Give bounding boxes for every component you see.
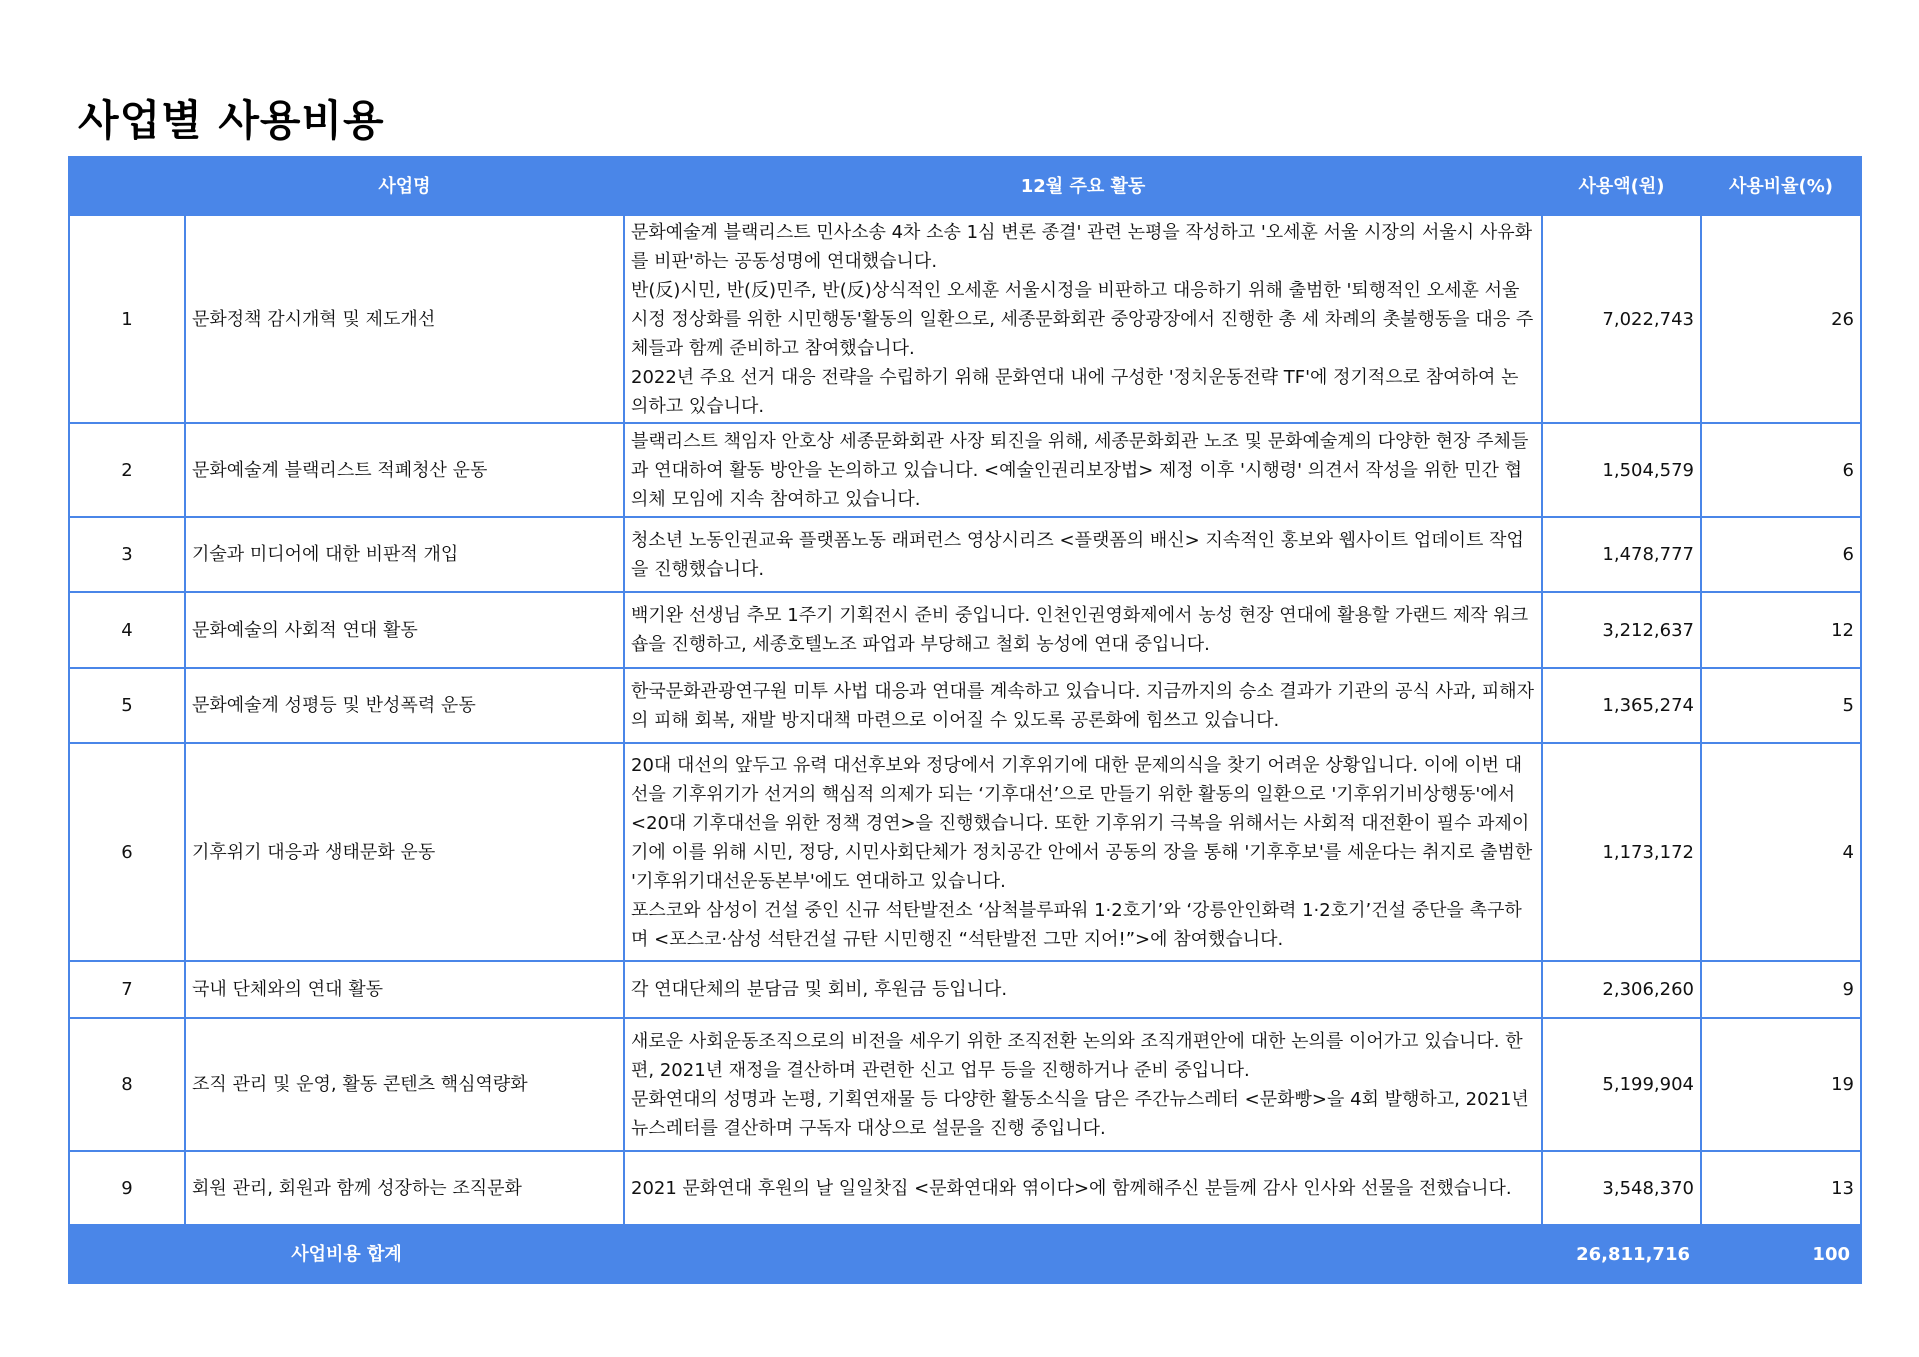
row-rate: 12 bbox=[1701, 592, 1861, 668]
total-amount: 26,811,716 bbox=[1542, 1225, 1701, 1283]
row-amount: 2,306,260 bbox=[1542, 961, 1701, 1018]
row-amount: 3,548,370 bbox=[1542, 1151, 1701, 1225]
row-no: 6 bbox=[69, 743, 185, 961]
activity-paragraph: 2022년 주요 선거 대응 전략을 수립하기 위해 문화연대 내에 구성한 '정치운동전략 TF'에 정기적으로 참여하여 논의하고 있습니다. bbox=[631, 366, 1519, 417]
total-row bbox=[69, 1225, 1861, 1283]
activity-paragraph: 청소년 노동인권교육 플랫폼노동 래퍼런스 영상시리즈 <플랫폼의 배신> 지속적인 홍보와 웹사이트 업데이트 작업을 진행했습니다. bbox=[631, 529, 1524, 580]
row-name: 문화정책 감시개혁 및 제도개선 bbox=[185, 215, 624, 423]
table-header-row bbox=[69, 157, 1861, 215]
activity-paragraph: 한국문화관광연구원 미투 사법 대응과 연대를 계속하고 있습니다. 지금까지의 승소 결과가 기관의 공식 사과, 피해자의 피해 회복, 재발 방지대책 마련으로 이어질 수 있도록 공론화에 힘쓰고 있습니다. bbox=[631, 680, 1535, 731]
row-name: 문화예술계 성평등 및 반성폭력 운동 bbox=[185, 668, 624, 743]
header-name: 사업명 bbox=[185, 157, 624, 215]
row-name: 조직 관리 및 운영, 활동 콘텐츠 핵심역량화 bbox=[185, 1018, 624, 1151]
table-row bbox=[69, 423, 1861, 517]
row-amount: 7,022,743 bbox=[1542, 215, 1701, 423]
row-amount: 1,173,172 bbox=[1542, 743, 1701, 961]
row-activity bbox=[624, 743, 1542, 961]
row-rate: 19 bbox=[1701, 1018, 1861, 1151]
row-amount: 5,199,904 bbox=[1542, 1018, 1701, 1151]
row-activity bbox=[624, 592, 1542, 668]
row-name: 문화예술의 사회적 연대 활동 bbox=[185, 592, 624, 668]
table-row bbox=[69, 517, 1861, 592]
row-rate: 13 bbox=[1701, 1151, 1861, 1225]
header-no bbox=[69, 157, 185, 215]
row-no: 4 bbox=[69, 592, 185, 668]
row-rate: 5 bbox=[1701, 668, 1861, 743]
row-no: 9 bbox=[69, 1151, 185, 1225]
row-amount: 3,212,637 bbox=[1542, 592, 1701, 668]
row-name: 회원 관리, 회원과 함께 성장하는 조직문화 bbox=[185, 1151, 624, 1225]
table-row bbox=[69, 961, 1861, 1018]
activity-paragraph: 새로운 사회운동조직으로의 비전을 세우기 위한 조직전환 논의와 조직개편안에 대한 논의를 이어가고 있습니다. 한편, 2021년 재정을 결산하며 관련한 신고 업무 등을 진행하거나 준비 중입니다. bbox=[631, 1030, 1523, 1081]
row-name: 문화예술계 블랙리스트 적폐청산 운동 bbox=[185, 423, 624, 517]
row-name: 기술과 미디어에 대한 비판적 개입 bbox=[185, 517, 624, 592]
activity-paragraph: 2021 문화연대 후원의 날 일일찻집 <문화연대와 엮이다>에 함께해주신 분들께 감사 인사와 선물을 전했습니다. bbox=[631, 1177, 1512, 1199]
row-rate: 26 bbox=[1701, 215, 1861, 423]
total-label: 사업비용 합계 bbox=[69, 1225, 624, 1283]
header-rate: 사용비율(%) bbox=[1701, 157, 1861, 215]
row-rate: 6 bbox=[1701, 517, 1861, 592]
header-amount: 사용액(원) bbox=[1542, 157, 1701, 215]
page-title: 사업별 사용비용 bbox=[78, 96, 385, 145]
activity-paragraph: 백기완 선생님 추모 1주기 기획전시 준비 중입니다. 인천인권영화제에서 농성 현장 연대에 활용할 가랜드 제작 워크숍을 진행하고, 세종호텔노조 파업과 부당해고 철회 농성에 연대 중입니다. bbox=[631, 605, 1529, 655]
row-activity bbox=[624, 215, 1542, 423]
activity-paragraph: 각 연대단체의 분담금 및 회비, 후원금 등입니다. bbox=[631, 979, 1008, 1000]
row-activity bbox=[624, 668, 1542, 743]
row-name: 국내 단체와의 연대 활동 bbox=[185, 961, 624, 1018]
table-row bbox=[69, 668, 1861, 743]
row-no: 2 bbox=[69, 423, 185, 517]
row-rate: 6 bbox=[1701, 423, 1861, 517]
row-no: 5 bbox=[69, 668, 185, 743]
activity-paragraph: 문화연대의 성명과 논평, 기획연재물 등 다양한 활동소식을 담은 주간뉴스레터 <문화빵>을 4회 발행하고, 2021년 뉴스레터를 결산하며 구독자 대상으로 설문을 진행 중입니다. bbox=[631, 1088, 1529, 1139]
row-no: 8 bbox=[69, 1018, 185, 1151]
header-activity: 12월 주요 활동 bbox=[624, 157, 1542, 215]
row-no: 1 bbox=[69, 215, 185, 423]
table-row bbox=[69, 1018, 1861, 1151]
activity-paragraph: 포스코와 삼성이 건설 중인 신규 석탄발전소 ‘삼척블루파워 1·2호기’와 ‘강릉안인화력 1·2호기’건설 중단을 촉구하며 <포스코·삼성 석탄건설 규탄 시민행진 “석탄발전 그만 지어!”>에 참여했습니다. bbox=[631, 899, 1522, 950]
row-activity bbox=[624, 961, 1542, 1018]
activity-paragraph: 20대 대선의 앞두고 유력 대선후보와 정당에서 기후위기에 대한 문제의식을 찾기 어려운 상황입니다. 이에 이번 대선을 기후위기가 선거의 핵심적 의제가 되는 ‘기후대선’으로 만들기 위한 활동의 일환으로 '기후위기비상행동'에서 <20대 기후대선을 위한 정책 경연>을 진행했습니다. 또한 기후위기 극복을 위해서는 사회적 대전환이 필수 과제이기에 이를 위해 시민, 정당, 시민사회단체가 정치공간 안에서 공동의 장을 통해 '기후후보'를 세운다는 취지로 출범한 '기후위기대선운동본부'에도 연대하고 있습니다. bbox=[631, 754, 1533, 892]
table-row bbox=[69, 215, 1861, 423]
row-activity bbox=[624, 1151, 1542, 1225]
table-row bbox=[69, 592, 1861, 668]
total-activity bbox=[624, 1225, 1542, 1283]
activity-paragraph: 반(反)시민, 반(反)민주, 반(反)상식적인 오세훈 서울시정을 비판하고 대응하기 위해 출범한 '퇴행적인 오세훈 서울시정 정상화를 위한 시민행동'활동의 일환으로, 세종문화회관 중앙광장에서 진행한 총 세 차례의 촛불행동을 대응 주체들과 함께 준비하고 참여했습니다. bbox=[631, 279, 1534, 359]
row-activity bbox=[624, 1018, 1542, 1151]
row-activity bbox=[624, 423, 1542, 517]
total-rate: 100 bbox=[1701, 1225, 1861, 1283]
row-amount: 1,478,777 bbox=[1542, 517, 1701, 592]
row-amount: 1,365,274 bbox=[1542, 668, 1701, 743]
row-name: 기후위기 대응과 생태문화 운동 bbox=[185, 743, 624, 961]
row-no: 7 bbox=[69, 961, 185, 1018]
activity-paragraph: 블랙리스트 책임자 안호상 세종문화회관 사장 퇴진을 위해, 세종문화회관 노조 및 문화예술계의 다양한 현장 주체들과 연대하여 활동 방안을 논의하고 있습니다. <예술인권리보장법> 제정 이후 '시행령' 의견서 작성을 위한 민간 협의체 모임에 지속 참여하고 있습니다. bbox=[631, 430, 1529, 510]
cost-table bbox=[68, 156, 1862, 1284]
row-rate: 9 bbox=[1701, 961, 1861, 1018]
row-activity bbox=[624, 517, 1542, 592]
table-row bbox=[69, 743, 1861, 961]
activity-paragraph: 문화예술계 블랙리스트 민사소송 4차 소송 1심 변론 종결' 관련 논평을 작성하고 '오세훈 서울 시장의 서울시 사유화를 비판'하는 공동성명에 연대했습니다. bbox=[631, 221, 1533, 272]
row-no: 3 bbox=[69, 517, 185, 592]
table-row bbox=[69, 1151, 1861, 1225]
row-amount: 1,504,579 bbox=[1542, 423, 1701, 517]
row-rate: 4 bbox=[1701, 743, 1861, 961]
